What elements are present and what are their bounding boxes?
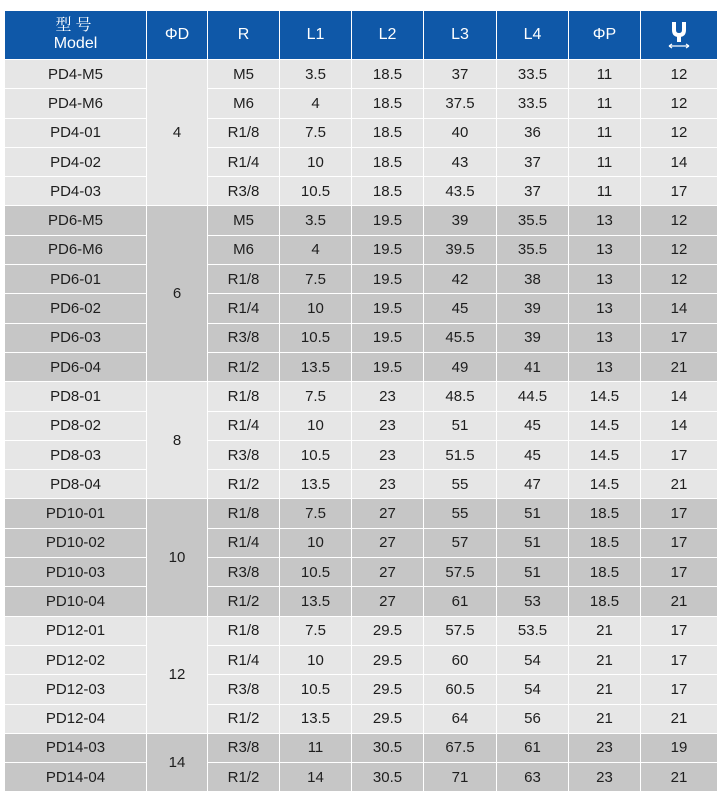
cell-phi-p: 13 <box>569 352 641 381</box>
cell-l4: 53 <box>497 587 569 616</box>
cell-l4: 54 <box>497 675 569 704</box>
cell-r: R1/8 <box>208 382 280 411</box>
cell-l1: 10.5 <box>280 558 352 587</box>
cell-l4: 35.5 <box>497 235 569 264</box>
cell-l1: 7.5 <box>280 118 352 147</box>
cell-wrench: 17 <box>641 616 718 645</box>
cell-l4: 39 <box>497 323 569 352</box>
cell-l4: 33.5 <box>497 60 569 89</box>
cell-l1: 3.5 <box>280 206 352 235</box>
cell-wrench: 21 <box>641 763 718 792</box>
cell-l1: 3.5 <box>280 60 352 89</box>
cell-phi-p: 11 <box>569 177 641 206</box>
cell-r: M6 <box>208 235 280 264</box>
cell-phi-d: 4 <box>147 60 208 206</box>
cell-l4: 33.5 <box>497 89 569 118</box>
cell-l1: 10 <box>280 645 352 674</box>
cell-l1: 10 <box>280 147 352 176</box>
cell-phi-p: 13 <box>569 206 641 235</box>
cell-phi-p: 13 <box>569 265 641 294</box>
cell-wrench: 17 <box>641 528 718 557</box>
header-model-cn: 型号 <box>55 17 96 34</box>
cell-phi-p: 21 <box>569 675 641 704</box>
cell-l2: 27 <box>352 499 424 528</box>
cell-l3: 55 <box>424 499 497 528</box>
cell-l2: 29.5 <box>352 704 424 733</box>
cell-l3: 61 <box>424 587 497 616</box>
cell-phi-p: 14.5 <box>569 411 641 440</box>
cell-r: R1/2 <box>208 352 280 381</box>
cell-wrench: 14 <box>641 147 718 176</box>
cell-model: PD4-M6 <box>5 89 147 118</box>
cell-l3: 37.5 <box>424 89 497 118</box>
table-row <box>5 616 718 645</box>
cell-l2: 19.5 <box>352 323 424 352</box>
cell-wrench: 17 <box>641 558 718 587</box>
cell-wrench: 21 <box>641 587 718 616</box>
cell-l4: 63 <box>497 763 569 792</box>
cell-l1: 10.5 <box>280 675 352 704</box>
cell-wrench: 12 <box>641 206 718 235</box>
cell-model: PD6-01 <box>5 265 147 294</box>
cell-phi-p: 13 <box>569 235 641 264</box>
cell-l2: 29.5 <box>352 645 424 674</box>
header-phi-d: ΦD <box>147 11 208 60</box>
table-row <box>5 470 718 499</box>
cell-l3: 40 <box>424 118 497 147</box>
cell-l4: 54 <box>497 645 569 674</box>
table-row <box>5 411 718 440</box>
cell-l2: 18.5 <box>352 118 424 147</box>
cell-r: R1/8 <box>208 118 280 147</box>
table-row <box>5 89 718 118</box>
cell-l2: 23 <box>352 470 424 499</box>
cell-wrench: 17 <box>641 177 718 206</box>
cell-l3: 57 <box>424 528 497 557</box>
cell-model: PD12-04 <box>5 704 147 733</box>
cell-l3: 67.5 <box>424 733 497 762</box>
cell-l3: 57.5 <box>424 616 497 645</box>
table-row <box>5 60 718 89</box>
cell-l3: 39.5 <box>424 235 497 264</box>
cell-r: R1/4 <box>208 411 280 440</box>
cell-l4: 44.5 <box>497 382 569 411</box>
cell-phi-p: 14.5 <box>569 440 641 469</box>
table-row <box>5 528 718 557</box>
cell-l3: 57.5 <box>424 558 497 587</box>
table-row <box>5 265 718 294</box>
cell-l3: 49 <box>424 352 497 381</box>
cell-model: PD6-M5 <box>5 206 147 235</box>
cell-model: PD10-01 <box>5 499 147 528</box>
cell-r: R1/8 <box>208 616 280 645</box>
cell-r: R1/8 <box>208 265 280 294</box>
cell-l2: 29.5 <box>352 675 424 704</box>
cell-phi-p: 14.5 <box>569 470 641 499</box>
table-row <box>5 118 718 147</box>
cell-r: M6 <box>208 89 280 118</box>
cell-l3: 55 <box>424 470 497 499</box>
cell-phi-d: 14 <box>147 733 208 792</box>
cell-r: R3/8 <box>208 733 280 762</box>
cell-l1: 7.5 <box>280 499 352 528</box>
cell-phi-p: 14.5 <box>569 382 641 411</box>
cell-wrench: 21 <box>641 352 718 381</box>
cell-l1: 11 <box>280 733 352 762</box>
cell-phi-p: 11 <box>569 118 641 147</box>
cell-model: PD8-01 <box>5 382 147 411</box>
cell-wrench: 17 <box>641 440 718 469</box>
cell-l3: 45.5 <box>424 323 497 352</box>
cell-l3: 42 <box>424 265 497 294</box>
cell-phi-p: 18.5 <box>569 528 641 557</box>
table-row <box>5 147 718 176</box>
cell-wrench: 14 <box>641 382 718 411</box>
cell-phi-d: 10 <box>147 499 208 616</box>
cell-l2: 23 <box>352 411 424 440</box>
table-row <box>5 206 718 235</box>
cell-l4: 41 <box>497 352 569 381</box>
table-header <box>5 11 718 60</box>
table-row <box>5 704 718 733</box>
cell-l4: 39 <box>497 294 569 323</box>
cell-l4: 35.5 <box>497 206 569 235</box>
cell-l2: 23 <box>352 440 424 469</box>
header-row <box>5 11 718 60</box>
cell-l1: 13.5 <box>280 470 352 499</box>
cell-phi-d: 6 <box>147 206 208 382</box>
cell-r: R3/8 <box>208 177 280 206</box>
cell-r: R1/4 <box>208 294 280 323</box>
table-row <box>5 177 718 206</box>
cell-r: R1/8 <box>208 499 280 528</box>
cell-l1: 13.5 <box>280 704 352 733</box>
table-row <box>5 763 718 792</box>
cell-l2: 18.5 <box>352 177 424 206</box>
cell-wrench: 12 <box>641 89 718 118</box>
cell-l2: 27 <box>352 528 424 557</box>
cell-l3: 60.5 <box>424 675 497 704</box>
table-row <box>5 499 718 528</box>
cell-l2: 19.5 <box>352 294 424 323</box>
cell-l4: 37 <box>497 147 569 176</box>
cell-model: PD8-04 <box>5 470 147 499</box>
cell-wrench: 19 <box>641 733 718 762</box>
cell-r: R1/2 <box>208 587 280 616</box>
table-row <box>5 382 718 411</box>
cell-model: PD4-M5 <box>5 60 147 89</box>
cell-l4: 61 <box>497 733 569 762</box>
cell-wrench: 12 <box>641 265 718 294</box>
header-l4: L4 <box>497 11 569 60</box>
table-row <box>5 440 718 469</box>
cell-phi-p: 21 <box>569 704 641 733</box>
cell-l3: 39 <box>424 206 497 235</box>
cell-r: R1/4 <box>208 528 280 557</box>
cell-model: PD8-02 <box>5 411 147 440</box>
cell-wrench: 17 <box>641 499 718 528</box>
cell-wrench: 17 <box>641 645 718 674</box>
cell-model: PD12-03 <box>5 675 147 704</box>
cell-phi-d: 12 <box>147 616 208 733</box>
cell-l4: 36 <box>497 118 569 147</box>
cell-phi-p: 23 <box>569 733 641 762</box>
cell-model: PD6-02 <box>5 294 147 323</box>
cell-r: R1/2 <box>208 470 280 499</box>
cell-l3: 48.5 <box>424 382 497 411</box>
cell-r: M5 <box>208 60 280 89</box>
table-row <box>5 352 718 381</box>
cell-model: PD14-04 <box>5 763 147 792</box>
table-row <box>5 323 718 352</box>
cell-phi-p: 11 <box>569 89 641 118</box>
cell-l1: 4 <box>280 89 352 118</box>
table-row <box>5 675 718 704</box>
cell-r: R1/2 <box>208 763 280 792</box>
cell-phi-p: 11 <box>569 60 641 89</box>
cell-l2: 23 <box>352 382 424 411</box>
header-r: R <box>208 11 280 60</box>
cell-phi-p: 18.5 <box>569 587 641 616</box>
cell-r: R3/8 <box>208 558 280 587</box>
cell-model: PD6-04 <box>5 352 147 381</box>
cell-r: R3/8 <box>208 323 280 352</box>
cell-model: PD4-01 <box>5 118 147 147</box>
cell-l4: 53.5 <box>497 616 569 645</box>
cell-l1: 10 <box>280 528 352 557</box>
wrench-size-icon <box>667 20 691 50</box>
cell-l2: 30.5 <box>352 733 424 762</box>
cell-l2: 27 <box>352 558 424 587</box>
table-row <box>5 294 718 323</box>
cell-wrench: 14 <box>641 294 718 323</box>
cell-r: R3/8 <box>208 440 280 469</box>
cell-l2: 29.5 <box>352 616 424 645</box>
cell-l4: 38 <box>497 265 569 294</box>
cell-l1: 13.5 <box>280 352 352 381</box>
cell-l3: 51 <box>424 411 497 440</box>
cell-model: PD10-03 <box>5 558 147 587</box>
cell-model: PD12-02 <box>5 645 147 674</box>
cell-l2: 18.5 <box>352 89 424 118</box>
cell-l2: 18.5 <box>352 147 424 176</box>
cell-l4: 51 <box>497 528 569 557</box>
cell-r: R1/4 <box>208 645 280 674</box>
cell-phi-p: 13 <box>569 323 641 352</box>
cell-model: PD12-01 <box>5 616 147 645</box>
cell-l4: 45 <box>497 440 569 469</box>
cell-wrench: 14 <box>641 411 718 440</box>
cell-wrench: 12 <box>641 235 718 264</box>
fitting-spec-table <box>4 10 718 792</box>
cell-r: M5 <box>208 206 280 235</box>
header-l2: L2 <box>352 11 424 60</box>
cell-l2: 19.5 <box>352 352 424 381</box>
table-row <box>5 558 718 587</box>
cell-l2: 19.5 <box>352 206 424 235</box>
cell-model: PD4-03 <box>5 177 147 206</box>
cell-l2: 30.5 <box>352 763 424 792</box>
cell-wrench: 21 <box>641 704 718 733</box>
cell-l3: 71 <box>424 763 497 792</box>
cell-l3: 43 <box>424 147 497 176</box>
cell-l1: 7.5 <box>280 265 352 294</box>
cell-phi-p: 13 <box>569 294 641 323</box>
table-row <box>5 587 718 616</box>
cell-phi-p: 21 <box>569 645 641 674</box>
header-wrench <box>641 11 718 60</box>
cell-l4: 47 <box>497 470 569 499</box>
header-phi-p: ΦP <box>569 11 641 60</box>
cell-l1: 7.5 <box>280 616 352 645</box>
header-l3: L3 <box>424 11 497 60</box>
header-l1: L1 <box>280 11 352 60</box>
cell-phi-d: 8 <box>147 382 208 499</box>
cell-l1: 10 <box>280 294 352 323</box>
cell-wrench: 21 <box>641 470 718 499</box>
cell-l4: 51 <box>497 558 569 587</box>
cell-l1: 10.5 <box>280 177 352 206</box>
cell-phi-p: 18.5 <box>569 558 641 587</box>
table-body <box>5 60 718 792</box>
cell-l3: 60 <box>424 645 497 674</box>
cell-l3: 64 <box>424 704 497 733</box>
cell-phi-p: 11 <box>569 147 641 176</box>
cell-phi-p: 23 <box>569 763 641 792</box>
cell-l1: 13.5 <box>280 587 352 616</box>
spec-table-container <box>4 10 717 792</box>
table-row <box>5 733 718 762</box>
cell-model: PD14-03 <box>5 733 147 762</box>
cell-l1: 7.5 <box>280 382 352 411</box>
cell-l2: 19.5 <box>352 235 424 264</box>
table-row <box>5 645 718 674</box>
cell-l1: 10 <box>280 411 352 440</box>
cell-l4: 37 <box>497 177 569 206</box>
cell-l3: 51.5 <box>424 440 497 469</box>
cell-l1: 10.5 <box>280 323 352 352</box>
cell-l1: 4 <box>280 235 352 264</box>
cell-r: R3/8 <box>208 675 280 704</box>
cell-model: PD8-03 <box>5 440 147 469</box>
cell-l3: 45 <box>424 294 497 323</box>
cell-r: R1/4 <box>208 147 280 176</box>
cell-wrench: 17 <box>641 323 718 352</box>
header-model <box>5 11 147 60</box>
cell-l4: 45 <box>497 411 569 440</box>
cell-l2: 27 <box>352 587 424 616</box>
cell-l3: 37 <box>424 60 497 89</box>
header-model-en: Model <box>53 35 98 52</box>
cell-model: PD6-M6 <box>5 235 147 264</box>
cell-phi-p: 21 <box>569 616 641 645</box>
cell-l4: 56 <box>497 704 569 733</box>
cell-r: R1/2 <box>208 704 280 733</box>
cell-l2: 19.5 <box>352 265 424 294</box>
cell-l4: 51 <box>497 499 569 528</box>
cell-wrench: 17 <box>641 675 718 704</box>
cell-l2: 18.5 <box>352 60 424 89</box>
table-row <box>5 235 718 264</box>
cell-model: PD10-04 <box>5 587 147 616</box>
cell-l1: 14 <box>280 763 352 792</box>
cell-model: PD4-02 <box>5 147 147 176</box>
cell-model: PD10-02 <box>5 528 147 557</box>
cell-wrench: 12 <box>641 118 718 147</box>
cell-model: PD6-03 <box>5 323 147 352</box>
cell-wrench: 12 <box>641 60 718 89</box>
cell-phi-p: 18.5 <box>569 499 641 528</box>
cell-l1: 10.5 <box>280 440 352 469</box>
cell-l3: 43.5 <box>424 177 497 206</box>
